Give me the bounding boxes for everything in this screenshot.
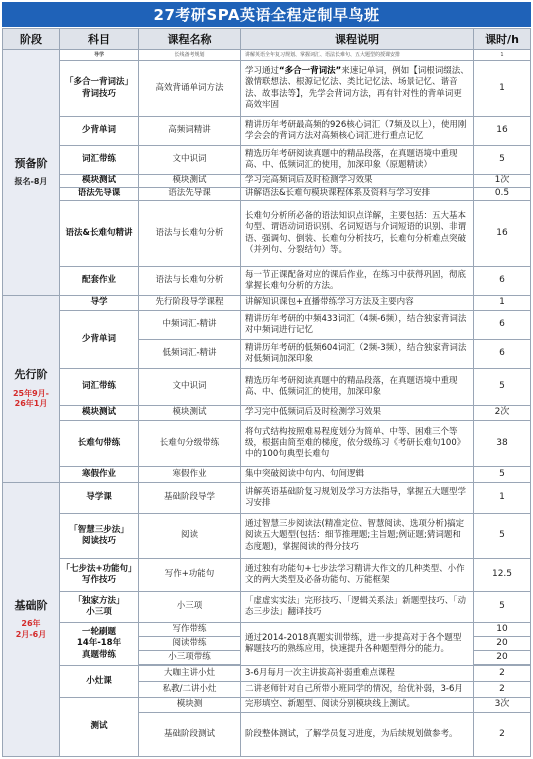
course-name-cell: 中频词汇-精讲: [138, 310, 241, 340]
hours-cell: 2: [473, 665, 531, 682]
course-name-cell: 高效背诵单词方法: [138, 60, 241, 117]
description-cell: 通过智慧三步阅读法(精准定位、智慧阅读、选项分析)搞定阅读五大题型(包括：细节推理题;主旨题;例证题;猜词题和态度题)，掌握阅读的得分技巧: [240, 513, 474, 559]
course-name-cell: 语法与长难句分析: [138, 266, 241, 296]
course-name-cell: 语法与长难句分析: [138, 200, 241, 267]
description-cell: 二讲老师针对自己所带小班同学的情况，给优补弱，3-6月: [240, 681, 474, 698]
hours-cell: 20: [473, 636, 531, 651]
hours-cell: 0.5: [473, 187, 531, 201]
subject-cell: 语法先导课: [59, 187, 139, 201]
description-cell: [240, 60, 474, 117]
hours-cell: 3次: [473, 697, 531, 713]
description-part: 学习通过: [245, 66, 280, 77]
subject-cell: 导学: [59, 295, 139, 311]
course-name-cell: 长难句分级带练: [138, 420, 241, 467]
hours-cell: 6: [473, 266, 531, 296]
course-name-cell: 先行阶段导学课程: [138, 295, 241, 311]
stage-name: 先行阶: [14, 368, 48, 382]
subject-cell: 「多合一背词法」 背词技巧: [59, 60, 139, 117]
subject-cell: 一轮刷题 14年-18年 真题带练: [59, 622, 139, 666]
description-cell: 学习完高频词后及时检测学习效果: [240, 174, 474, 188]
hours-cell: 12.5: [473, 558, 531, 592]
description-cell: 通过2014-2018真题实训带练，进一步提高对于各个题型解题技巧的熟练应用，快速提升各种题型得分的能力。: [240, 622, 474, 666]
course-name-cell: 私教/二讲小灶: [138, 681, 241, 698]
stage-name: 基础阶: [14, 598, 48, 612]
course-name-cell: 语法先导课: [138, 187, 241, 201]
header-subject: 科目: [59, 28, 139, 50]
course-name-cell: 寒假作业: [138, 466, 241, 483]
subject-cell: 少背单词: [59, 116, 139, 146]
hours-cell: 1: [473, 49, 531, 61]
hours-cell: 16: [473, 116, 531, 146]
subject-cell: 导学课: [59, 482, 139, 514]
hours-cell: 38: [473, 420, 531, 467]
stage-foundation: [2, 482, 60, 757]
subject-cell: 「七步法+功能句」 写作技巧: [59, 558, 139, 592]
subject-cell: 词汇带练: [59, 368, 139, 406]
description-cell: 通过独有功能句+七步法学习精讲大作文的几种类型、小作文的两大类型及必备功能句、万能框架: [240, 558, 474, 592]
subject-cell: 寒假作业: [59, 466, 139, 483]
description-cell: 讲解知识课包+直播带练学习方法及主要内容: [240, 295, 474, 311]
subject-cell: 测试: [59, 697, 139, 757]
course-name-cell: 阅读带练: [138, 636, 241, 651]
hours-cell: 5: [473, 368, 531, 406]
subject-cell: 语法&长难句精讲: [59, 200, 139, 267]
description-cell: 学习完中低频词后及时检测学习效果: [240, 405, 474, 421]
description-cell: 精讲历年考研的中频433词汇（4频-6频），结合独家背词法对中频词进行记忆: [240, 310, 474, 340]
hours-cell: 1: [473, 295, 531, 311]
hours-cell: 2次: [473, 405, 531, 421]
stage-date: 报名-8月: [14, 177, 48, 187]
hours-cell: 1: [473, 60, 531, 117]
hours-cell: 20: [473, 650, 531, 665]
hours-cell: 5: [473, 466, 531, 483]
course-name-cell: 低频词汇-精讲: [138, 339, 241, 369]
course-name-cell: 模块测: [138, 697, 241, 713]
course-name-cell: 模块测试: [138, 174, 241, 188]
course-name-cell: 写作带练: [138, 622, 241, 637]
hours-cell: 5: [473, 513, 531, 559]
description-cell: 阶段整体测试，了解学员复习进度，为后续规划做参考。: [240, 712, 474, 757]
hours-cell: 1次: [473, 174, 531, 188]
subject-cell: 「独家方法」 小三项: [59, 591, 139, 623]
stage-date: 26年 2月-6月: [15, 619, 47, 639]
stage-preparation: [2, 49, 60, 296]
subject-cell: 配套作业: [59, 266, 139, 296]
hours-cell: 5: [473, 591, 531, 623]
description-cell: 讲解英语基础阶复习规划及学习方法指导，掌握五大题型学习安排: [240, 482, 474, 514]
subject-cell: 「智慧三步法」 阅读技巧: [59, 513, 139, 559]
header-course: 课程名称: [138, 28, 241, 50]
description-cell: 将句式结构按照难易程度划分为简单、中等、困难三个等级，根据由简至难的梯度，依分级练习《考研长难句100》中的100句典型长难句: [240, 420, 474, 467]
description-cell: 「虚虚实实法」完形技巧、「逻辑关系法」新题型技巧、「动态三步法」翻译技巧: [240, 591, 474, 623]
course-name-cell: 基础阶段测试: [138, 712, 241, 757]
page-title: 27考研SPA英语全程定制早鸟班: [2, 2, 531, 27]
course-name-cell: 文中识词: [138, 145, 241, 175]
subject-cell: 少背单词: [59, 310, 139, 369]
description-cell: 3-6月每月一次主讲拔高补弱重难点课程: [240, 665, 474, 682]
description-cell: 精选历年考研阅读真题中的精品段落，在真题语境中重现高、中、低频词汇的使用，加深印象: [240, 368, 474, 406]
stage-advance: [2, 295, 60, 483]
header-hours: 课时/h: [473, 28, 531, 50]
course-name-cell: 长线备考规划: [138, 49, 241, 61]
description-part: “多合一背词法”: [279, 66, 342, 77]
subject-cell: 导学: [59, 49, 139, 61]
description-cell: 精选历年考研阅读真题中的精品段落，在真题语境中重现高、中、低频词汇的使用，加深印象（原题精读）: [240, 145, 474, 175]
description-cell: 精讲历年考研的低频604词汇（2频-3频），结合独家背词法对低频词加深印象: [240, 339, 474, 369]
hours-cell: 16: [473, 200, 531, 267]
course-name-cell: 写作+功能句: [138, 558, 241, 592]
description-part: 来速记单词，例如【词根词缀法、激情联想法、根源记忆法、类比记忆法、场景记忆、谐音法、故事法等】，先学会背词方法，再有针对性的背单词更高效牢固: [245, 66, 469, 110]
description-cell: 讲解语法&长难句模块课程体系及资料与学习安排: [240, 187, 474, 201]
description-cell: 完形填空、新题型、阅读分别模块线上测试。: [240, 697, 474, 713]
hours-cell: 10: [473, 622, 531, 637]
subject-cell: 长难句带练: [59, 420, 139, 467]
course-name-cell: 高频词精讲: [138, 116, 241, 146]
course-name-cell: 基础阶段导学: [138, 482, 241, 514]
hours-cell: 5: [473, 145, 531, 175]
course-name-cell: 大咖主讲小灶: [138, 665, 241, 682]
hours-cell: 6: [473, 310, 531, 340]
hours-cell: 2: [473, 681, 531, 698]
description-cell: 每一节正课配备对应的课后作业，在练习中获得巩固，彻底掌握长难句分析的方法。: [240, 266, 474, 296]
hours-cell: 6: [473, 339, 531, 369]
subject-cell: 模块测试: [59, 174, 139, 188]
subject-cell: 词汇带练: [59, 145, 139, 175]
header-stage: 阶段: [2, 28, 60, 50]
course-name-cell: 小三项带练: [138, 650, 241, 665]
description-cell: 讲解英语全年复习规划、掌握词汇、语法长难句、五大题型的授课安排: [240, 49, 474, 61]
course-name-cell: 小三项: [138, 591, 241, 623]
hours-cell: 1: [473, 482, 531, 514]
subject-cell: 小灶课: [59, 665, 139, 698]
stage-date: 25年9月- 26年1月: [12, 388, 50, 409]
description-cell: 长难句分析所必备的语法知识点详解，主要包括：五大基本句型、谓语动词语识别、名词短语与介词短语的识别、非谓语、强调句、倒装、长难句分析技巧，长难句分析难点突破（并列句、分裂结句）等。: [240, 200, 474, 267]
course-name-cell: 模块测试: [138, 405, 241, 421]
header-description: 课程说明: [240, 28, 474, 50]
stage-name: 预备阶: [14, 156, 48, 170]
course-name-cell: 文中识词: [138, 368, 241, 406]
course-name-cell: 阅读: [138, 513, 241, 559]
hours-cell: 2: [473, 712, 531, 757]
description-cell: 精讲历年考研最高频的926核心词汇（7频及以上），使用刚学会会的背词方法对高频核心词汇进行重点记忆: [240, 116, 474, 146]
subject-cell: 模块测试: [59, 405, 139, 421]
description-cell: 集中突破阅读中句内、句间逻辑: [240, 466, 474, 483]
